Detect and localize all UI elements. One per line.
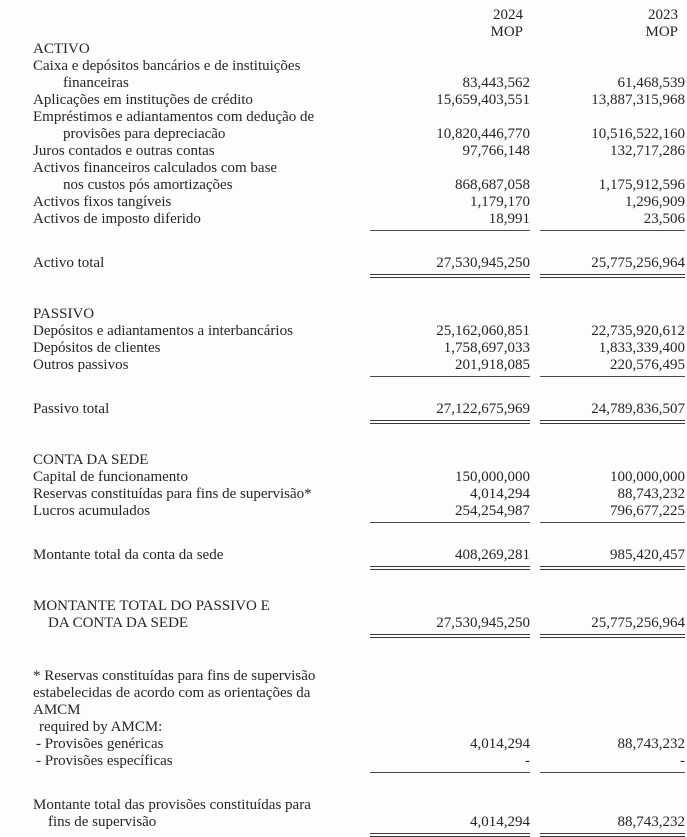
row-label: Capital de funcionamento xyxy=(33,469,188,485)
row-label: nos custos pós amortizações xyxy=(63,177,233,193)
row-label: Passivo total xyxy=(33,401,110,417)
row-label: - Provisões específicas xyxy=(36,753,173,769)
row-capital-funcionamento xyxy=(33,469,685,486)
footnote-line1 xyxy=(33,668,685,685)
section-conta-da-sede xyxy=(33,452,685,469)
value-2023: 88,743,232 xyxy=(617,486,685,502)
row-provisoes-genericas xyxy=(33,736,685,753)
value-2024: 18,991 xyxy=(370,211,530,231)
row-activo-total xyxy=(33,255,685,276)
row-label: financeiras xyxy=(63,75,129,91)
value-2024: 1,179,170 xyxy=(470,194,530,210)
footnote-text: required by AMCM: xyxy=(39,719,163,735)
section-title: ACTIVO xyxy=(33,41,90,57)
footnote-text: * Reservas constituídas para fins de supervisão xyxy=(33,668,316,684)
value-2023: 985,420,457 xyxy=(540,547,685,568)
value-2023: 22,735,920,612 xyxy=(591,323,685,339)
currency-2024-header: MOP xyxy=(490,24,523,40)
value-2024: 27,530,945,250 xyxy=(370,255,530,276)
value-2023: 220,576,495 xyxy=(540,357,685,377)
currency-2023-header: MOP xyxy=(645,24,678,40)
row-depositos-interbancarios xyxy=(33,323,685,340)
value-2024: 10,820,446,770 xyxy=(436,126,530,142)
value-2023: - xyxy=(540,753,685,773)
year-2024-header: 2024 xyxy=(493,7,523,23)
footnote-required-by-amcm xyxy=(33,719,685,736)
row-label: Montante total das provisões constituídas para xyxy=(33,797,311,813)
currency-header-row xyxy=(33,24,685,41)
row-label: Activo total xyxy=(33,255,105,271)
value-2023: 1,296,909 xyxy=(625,194,685,210)
year-2023-header: 2023 xyxy=(648,7,678,23)
row-imposto-diferido xyxy=(33,211,685,231)
row-activos-financeiros-line1 xyxy=(33,160,685,177)
section-activo xyxy=(33,41,685,58)
year-header-row xyxy=(33,7,685,24)
value-2024: 27,530,945,250 xyxy=(370,615,530,636)
footnote-line2 xyxy=(33,685,685,702)
value-2024: 868,687,058 xyxy=(455,177,530,193)
value-2023: 88,743,232 xyxy=(540,814,685,835)
value-2024: 97,766,148 xyxy=(462,143,530,159)
row-montante-provisoes-line1 xyxy=(33,797,685,814)
section-passivo xyxy=(33,306,685,323)
value-2024: 4,014,294 xyxy=(370,814,530,835)
row-montante-total-line2 xyxy=(33,615,685,636)
value-2024: 4,014,294 xyxy=(470,486,530,502)
row-caixa-depositos-line1 xyxy=(33,58,685,75)
value-2023: 88,743,232 xyxy=(617,736,685,752)
value-2024: 150,000,000 xyxy=(455,469,530,485)
value-2023: 10,516,522,160 xyxy=(591,126,685,142)
value-2023: 25,775,256,964 xyxy=(540,255,685,276)
row-passivo-total xyxy=(33,401,685,422)
value-2024: 201,918,085 xyxy=(370,357,530,377)
value-2024: 4,014,294 xyxy=(470,736,530,752)
value-2023: 23,506 xyxy=(540,211,685,231)
row-label: MONTANTE TOTAL DO PASSIVO E xyxy=(33,598,270,614)
footnote-line3 xyxy=(33,702,685,719)
row-montante-total-line1 xyxy=(33,598,685,615)
row-label: Empréstimos e adiantamentos com dedução de xyxy=(33,109,315,125)
row-aplicacoes-credito xyxy=(33,92,685,109)
section-title: PASSIVO xyxy=(33,306,95,322)
value-2023: 61,468,539 xyxy=(617,75,685,91)
row-provisoes-especificas xyxy=(33,753,685,773)
row-label: Activos de imposto diferido xyxy=(33,211,201,227)
row-emprestimos-line2 xyxy=(33,126,685,143)
row-label: fins de supervisão xyxy=(48,814,157,830)
spacer-cell xyxy=(33,24,370,41)
spacer-cell xyxy=(33,7,370,24)
row-label: Lucros acumulados xyxy=(33,503,151,519)
value-2024: 25,162,060,851 xyxy=(436,323,530,339)
footnote-text: estabelecidas de acordo com as orientações da xyxy=(33,685,311,701)
row-label: Outros passivos xyxy=(33,357,129,373)
row-label: Caixa e depósitos bancários e de instituições xyxy=(33,58,301,74)
row-label: Depósitos de clientes xyxy=(33,340,161,356)
row-label: provisões para depreciacão xyxy=(63,126,226,142)
row-label: Aplicações em instituções de crédito xyxy=(33,92,253,108)
balance-sheet-table xyxy=(33,7,685,837)
section-title: CONTA DA SEDE xyxy=(33,452,149,468)
row-label: Activos fixos tangíveis xyxy=(33,194,172,210)
row-caixa-depositos-line2 xyxy=(33,75,685,92)
value-2024: 254,254,987 xyxy=(370,503,530,523)
value-2024: 15,659,403,551 xyxy=(436,92,530,108)
row-depositos-clientes xyxy=(33,340,685,357)
value-2024: - xyxy=(370,753,530,773)
value-2023: 25,775,256,964 xyxy=(540,615,685,636)
value-2023: 132,717,286 xyxy=(610,143,685,159)
value-2023: 1,175,912,596 xyxy=(598,177,685,193)
value-2023: 100,000,000 xyxy=(610,469,685,485)
row-lucros-acumulados xyxy=(33,503,685,523)
row-emprestimos-line1 xyxy=(33,109,685,126)
value-2024: 1,758,697,033 xyxy=(443,340,530,356)
row-label: - Provisões genéricas xyxy=(36,736,164,752)
footnote-text: AMCM xyxy=(33,702,81,718)
value-2023: 13,887,315,968 xyxy=(591,92,685,108)
value-2024: 27,122,675,969 xyxy=(370,401,530,422)
row-label: Reservas constituídas para fins de supervisão* xyxy=(33,486,312,502)
row-montante-provisoes-line2 xyxy=(33,814,685,835)
row-juros-contados xyxy=(33,143,685,160)
value-2024: 83,443,562 xyxy=(462,75,530,91)
row-outros-passivos xyxy=(33,357,685,377)
row-label: Depósitos e adiantamentos a interbancários xyxy=(33,323,293,339)
row-reservas-supervisao xyxy=(33,486,685,503)
row-label: DA CONTA DA SEDE xyxy=(48,615,189,631)
value-2024: 408,269,281 xyxy=(370,547,530,568)
row-activos-fixos xyxy=(33,194,685,211)
row-label: Montante total da conta da sede xyxy=(33,547,224,563)
row-activos-financeiros-line2 xyxy=(33,177,685,194)
row-montante-conta-sede xyxy=(33,547,685,568)
value-2023: 1,833,339,400 xyxy=(598,340,685,356)
row-label: Activos financeiros calculados com base xyxy=(33,160,278,176)
value-2023: 24,789,836,507 xyxy=(540,401,685,422)
row-label: Juros contados e outras contas xyxy=(33,143,215,159)
value-2023: 796,677,225 xyxy=(540,503,685,523)
